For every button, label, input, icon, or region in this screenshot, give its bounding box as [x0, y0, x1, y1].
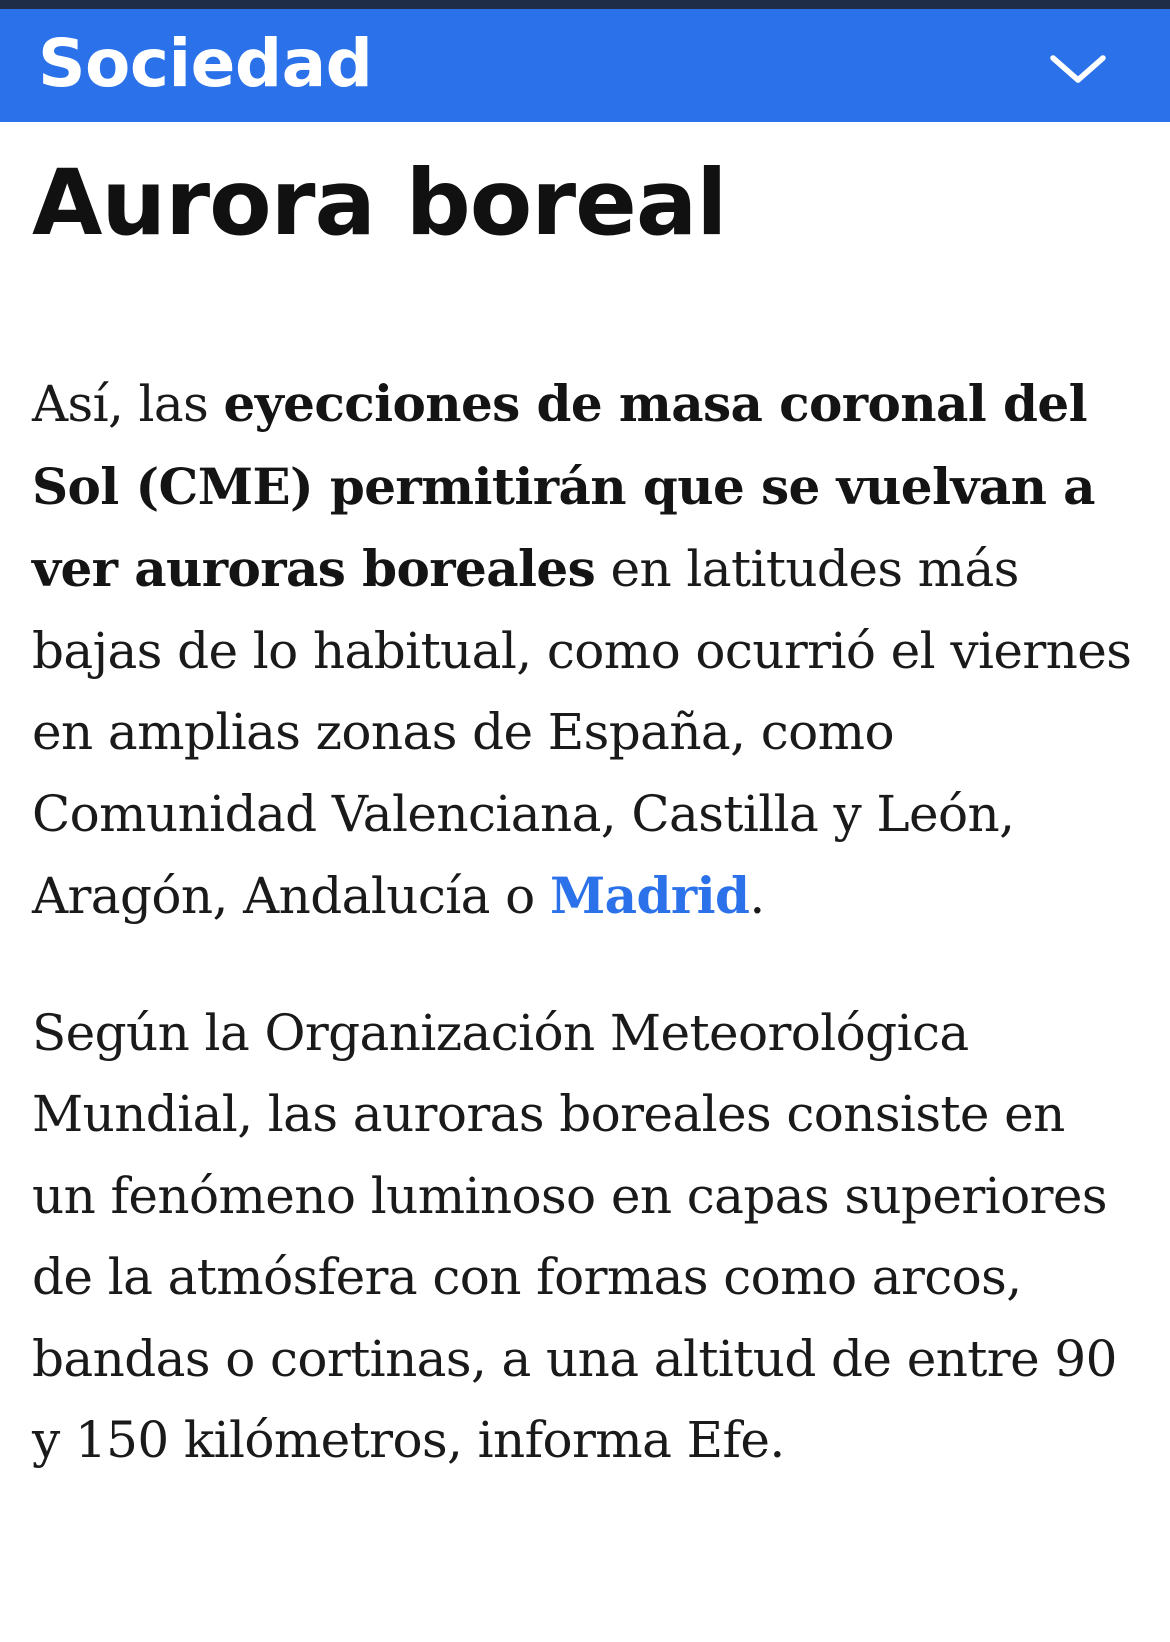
- chevron-down-icon: [1048, 49, 1108, 89]
- article-headline: Aurora boreal: [32, 151, 727, 256]
- top-strip: [0, 0, 1170, 9]
- paragraph-1-intro: Así, las: [32, 375, 224, 433]
- article-paragraph-1: [32, 363, 1142, 938]
- paragraph-1-middle: en latitudes más bajas de lo habitual, como ocurrió el viernes en amplias zonas de España, como Comunidad Valenciana, Castilla y León, Aragón, Andalucía o: [32, 540, 1132, 925]
- paragraph-1-end: .: [749, 867, 765, 925]
- section-title[interactable]: Sociedad: [38, 25, 373, 102]
- article-body: [32, 363, 1142, 1482]
- section-header: [0, 9, 1170, 122]
- section-menu-toggle[interactable]: [1048, 49, 1108, 89]
- paragraph-1-bold-text: eyecciones de masa coronal del Sol (CME) permitirán que se vuelvan a ver auroras boreales: [32, 374, 1095, 598]
- article-paragraph-2: Según la Organización Meteorológica Mundial, las auroras boreales consiste en un fenómeno luminoso en capas superiores de la atmósfera con formas como arcos, bandas o cortinas, a una altitud de entre 90 y 150 kilómetros, informa Efe.: [32, 1003, 1117, 1469]
- madrid-link[interactable]: Madrid: [549, 866, 750, 925]
